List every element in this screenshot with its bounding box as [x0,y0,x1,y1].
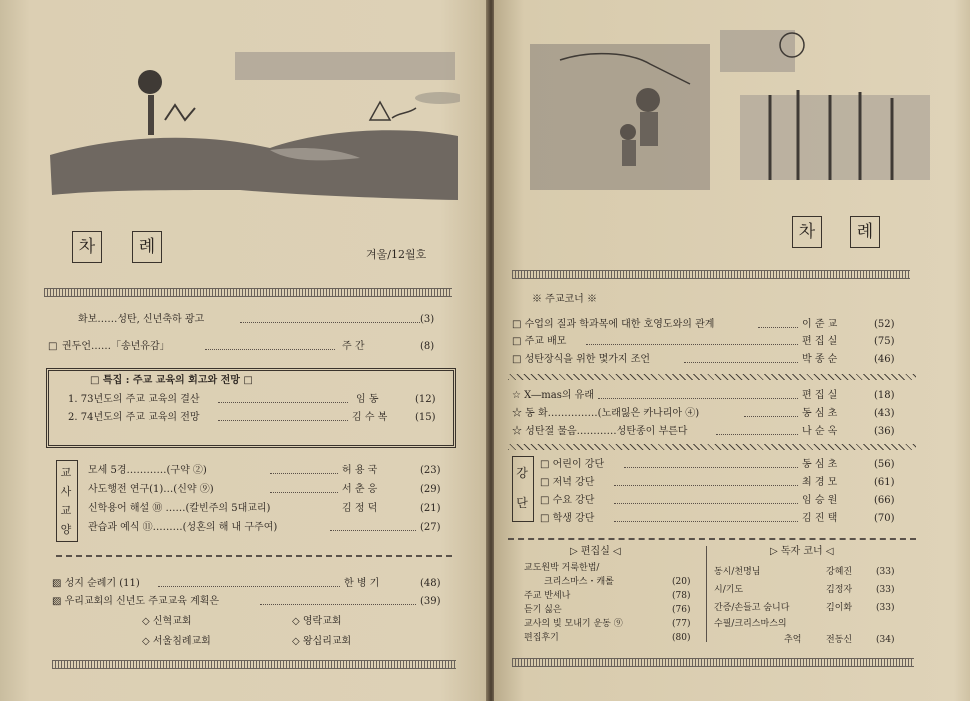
toc-item-photos: 화보……성탄, 신년축하 광고 [78,314,205,325]
leader-line [158,586,340,587]
issue-label: 겨울/12월호 [366,248,427,261]
leader-line [205,349,335,350]
corner-item-title: □ 수업의 질과 학과목에 대한 호영도와의 관계 [512,319,715,330]
teacher-side-char: 사 [60,485,72,498]
reader-item: 간증/손들고 숨니다 [714,603,790,613]
editorial-page: (77) [672,619,691,629]
leader-line [218,402,348,403]
xmas-item-title: ☆ X―mas의 유래 [512,390,594,401]
reader-item: 수필/크리스마스의 [714,619,787,629]
special-item-title: 1. 73년도의 주교 교육의 결산 [68,394,200,405]
bottom-item-page: (48) [420,578,441,589]
editorial-item: 교사의 빚 모내기 운동 ⑨ [524,619,623,629]
leader-line [684,362,798,363]
top-rule [512,270,910,279]
toc-item-editorial: 권두언……「송년유감」 [62,341,170,352]
teacher-side-char: 교 [60,504,72,517]
teacher-item-page: (27) [420,522,441,533]
lecture-side-char: 강 [516,466,528,480]
special-item-page: (12) [415,394,436,405]
landscape-illustration [40,40,460,210]
special-item-author: 김 수 복 [352,412,388,423]
leader-line [624,467,798,468]
leader-line [614,503,798,504]
bottom-item-author: 한 병 기 [344,578,380,589]
corner-item-author: 이 준 교 [802,319,838,330]
reader-item: 추억 [784,635,802,645]
lecture-title: □ 학생 강단 [540,513,595,524]
reader-page: (34) [876,635,895,645]
editorial-heading: ▷ 편집실 ◁ [570,546,621,557]
lecture-side-char: 단 [516,496,528,510]
leader-line [614,521,798,522]
corner-item-page: (75) [874,336,895,347]
corner-item-title: □ 성탄장식을 위한 몇가지 조언 [512,354,651,365]
editorial-page: (76) [672,605,691,615]
wave-divider [508,444,916,450]
editorial-item: 교도원박 거룩한법/ [524,563,600,573]
reader-item: 시/기도 [714,585,744,595]
toc-page: (3) [420,314,435,325]
xmas-item-page: (36) [874,426,895,437]
xmas-item-page: (18) [874,390,895,401]
teacher-item-page: (23) [420,465,441,476]
corner-item-author: 박 종 순 [802,354,838,365]
special-item-author: 임 동 [356,394,379,405]
reader-item: 동시/천명님 [714,567,761,577]
church-item: ◇ 영락교회 [292,616,342,627]
title-char-1: 차 [72,231,102,263]
reader-page: (33) [876,567,895,577]
editorial-page: (78) [672,591,691,601]
reader-page: (33) [876,585,895,595]
title-char-2: 례 [850,216,880,248]
teacher-item-title: 관습과 예식 ⑪………(성혼의 해 내 구주여) [88,522,278,533]
reader-author: 강혜진 [826,567,853,577]
teacher-item-title: 모세 5경…………(구약 ②) [88,465,207,476]
title-char-1: 차 [792,216,822,248]
church-item: ◇ 신혁교회 [142,616,192,627]
bottom-rule [52,660,456,669]
bottom-item-title: ▨ 우리교회의 신년도 주교교육 계획은 [52,596,220,607]
corner-heading: ※ 주교코너 ※ [532,294,597,305]
leader-line [586,344,798,345]
leader-line [260,604,416,605]
editorial-item: 편집후기 [524,633,559,643]
teacher-item-author: 김 정 덕 [342,503,378,514]
xmas-item-title: ☆ 동 화……………(노래잃은 카나리아 ④) [512,408,700,419]
wave-divider [508,374,916,380]
xmas-item-author: 동 심 초 [802,408,838,419]
teacher-item-page: (21) [420,503,441,514]
reader-author: 김정자 [826,585,853,595]
lecture-title: □ 수요 강단 [540,495,595,506]
title-char-2: 례 [132,231,162,263]
lecture-page: (70) [874,513,895,524]
editorial-item: 크리스마스・캐롤 [544,577,614,587]
leader-line [270,492,338,493]
right-page [494,0,970,701]
editorial-page: (20) [672,577,691,587]
leader-line [330,530,416,531]
toc-item-prefix: □ [48,341,58,352]
teacher-item-author: 허 용 국 [342,465,378,476]
toc-author: 주 간 [342,341,365,352]
xmas-item-author: 나 순 옥 [802,426,838,437]
leader-line [614,485,798,486]
xmas-item-page: (43) [874,408,895,419]
editorial-item: 듣기 싫은 [524,605,562,615]
lecture-page: (61) [874,477,895,488]
teacher-item-page: (29) [420,484,441,495]
reader-heading: ▷ 독자 코너 ◁ [770,546,834,557]
lecture-author: 최 경 모 [802,477,838,488]
bottom-item-title: ▨ 성지 순례기 (11) [52,578,140,589]
teacher-item-title: 신학용어 해설 ⑩ ……(칼빈주의 5대교리) [88,503,271,514]
reader-author: 전동신 [826,635,853,645]
bottom-rule [512,658,914,667]
xmas-item-title: ☆ 성탄절 물음…………성탄종이 부른다 [512,426,688,437]
lecture-author: 동 심 초 [802,459,838,470]
leader-line [744,416,798,417]
church-item: ◇ 왕십리교회 [292,636,352,647]
column-divider [706,546,707,642]
leader-line [716,434,798,435]
leader-line [758,327,798,328]
reader-author: 김이화 [826,603,853,613]
xmas-item-author: 편 집 실 [802,390,838,401]
teacher-item-title: 사도행전 연구(1)…(신약 ⑨) [88,484,214,495]
bottom-item-page: (39) [420,596,441,607]
special-heading: □ 특집 : 주교 교육의 회고와 전망 □ [90,375,253,386]
corner-item-page: (46) [874,354,895,365]
special-item-title: 2. 74년도의 주교 교육의 전망 [68,412,200,423]
teacher-side-char: 양 [60,523,72,536]
section-divider [56,555,452,557]
top-rule [44,288,452,297]
leader-line [218,420,348,421]
editorial-item: 주교 반세나 [524,591,571,601]
lecture-title: □ 저녁 강단 [540,477,595,488]
reader-page: (33) [876,603,895,613]
toc-page: (8) [420,341,435,352]
leader-line [240,322,420,323]
leader-line [270,473,338,474]
corner-item-author: 편 집 실 [802,336,838,347]
corner-item-title: □ 주교 배모 [512,336,567,347]
children-illustration [530,30,930,190]
church-item: ◇ 서울침례교회 [142,636,211,647]
lecture-title: □ 어린이 강단 [540,459,605,470]
teacher-side-char: 교 [60,466,72,479]
section-divider [508,538,916,540]
lecture-author: 임 승 원 [802,495,838,506]
special-item-page: (15) [415,412,436,423]
teacher-item-author: 서 춘 응 [342,484,378,495]
lecture-page: (66) [874,495,895,506]
lecture-author: 김 진 택 [802,513,838,524]
editorial-page: (80) [672,633,691,643]
lecture-page: (56) [874,459,895,470]
leader-line [598,398,798,399]
corner-item-page: (52) [874,319,895,330]
